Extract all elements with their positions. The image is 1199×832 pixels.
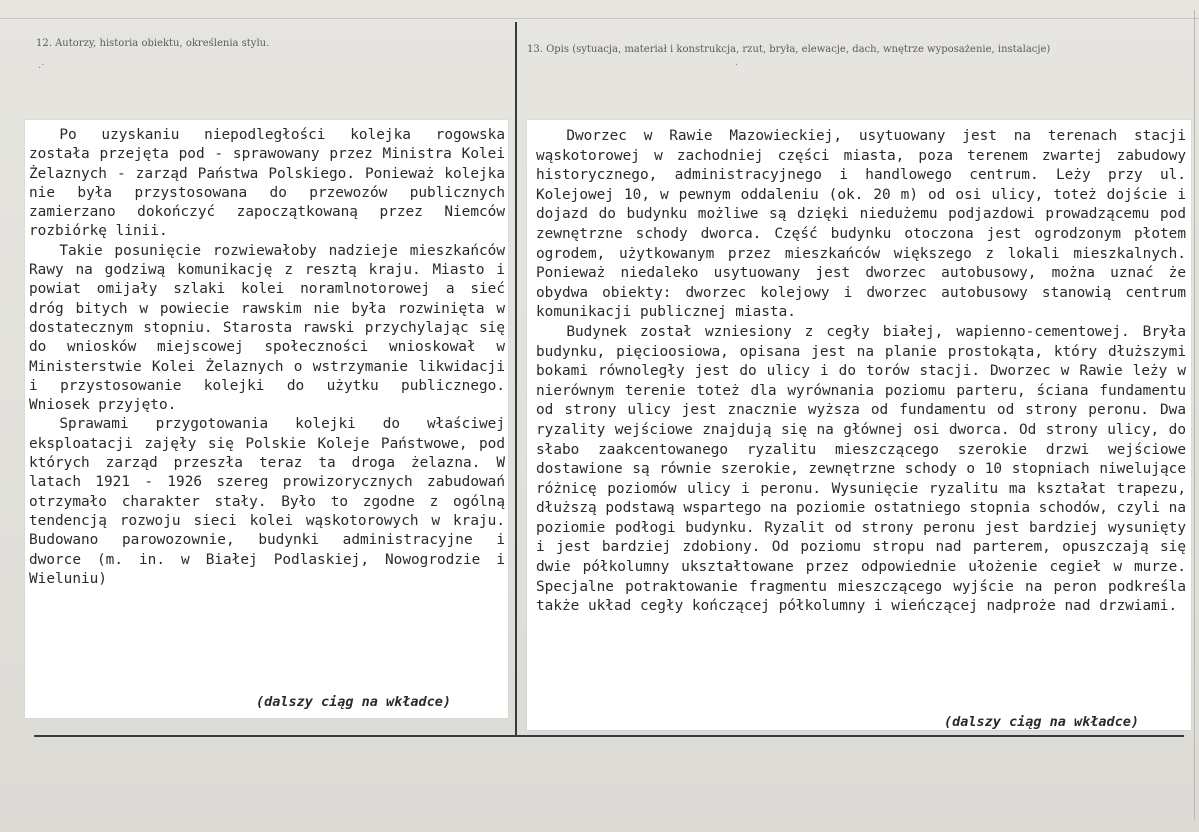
- sheet-right-edge: [1194, 10, 1195, 820]
- paragraph: Takie posunięcie rozwiewałoby nadzieje mieszkańców Rawy na godziwą komunikację z resztą kraju. Miasto i powiat omijały szlaki kolei noramlnotorowej a sieć dróg bitych w powiecie rawskim nie była rozwinięta w dostatecznym stopniu. Starosta rawski przychylając się do wniosków miejscowej społeczności wnioskował w Ministerstwie Kolei Żelaznych o wstrzymanie likwidacji i przystosowanie kolejki do użytku publicznego. Wniosek przyjęto.: [29, 242, 505, 414]
- section-12-header: 12. Autorzy, historia obiektu, określenia stylu.: [36, 38, 270, 49]
- paragraph: Po uzyskaniu niepodległości kolejka rogowska została przejęta pod - sprawowany przez Ministra Kolei Żelaznych - zarząd Państwa Polskiego. Ponieważ kolejka nie była przystosowana do przewozów publicznych zamierzano dokończyć zapoczątkowaną przez Niemców rozbiórkę linii.: [29, 127, 505, 240]
- section-13-header: 13. Opis (sytuacja, materiał i konstrukcja, rzut, bryła, elewacje, dach, wnętrze wyposażenie, instalacje): [527, 44, 1051, 55]
- scan-speck-mark: .·: [38, 60, 45, 71]
- form-bottom-rule: [34, 735, 1184, 737]
- paragraph: Sprawami przygotowania kolejki do właściwej eksploatacji zajęły się Polskie Koleje Państwowe, pod których zarząd przeszła teraz ta droga żelazna. W latach 1921 - 1926 szereg prowizorycznych zabudowań otrzymało charakter stały. Było to zgodne z ogólną tendencją rozwoju sieci kolei wąskotorowych w kraju. Budowano parowozownie, budynki administracyjne i dworce (m. in. w Białej Podlaskiej, Nowogrodzie i Wieluniu): [29, 416, 505, 587]
- paragraph: Dworzec w Rawie Mazowieckiej, usytuowany jest na terenach stacji wąskotorowej w zachodniej części miasta, poza terenem zwartej zabudowy historycznego, administracyjnego i handlowego centrum. Leży przy ul. Kolejowej 10, w pewnym oddaleniu (ok. 20 m) od osi ulicy, toteż dojście i dojazd do budynku możliwe są dzięki niedużemu podjazdowi prowadzącemu pod zewnętrzne schody dworca. Część budynku otoczona jest ogrodzonym płotem ogrodem, użytkowanym przez mieszkańców większego z lokali mieszkalnych. Ponieważ niedaleko usytuowany jest dworzec autobusowy, można uznać że obydwa obiekty: dworzec kolejowy i dworzec autobusowy stanowią centrum komunikacji publicznej miasta.: [536, 128, 1186, 321]
- scan-speck-mark: ·: [735, 60, 739, 71]
- section-13-body: [536, 127, 1186, 617]
- continuation-note-right: (dalszy ciąg na wkładce): [944, 714, 1140, 730]
- paragraph: Budynek został wzniesiony z cegły białej, wapienno-cementowej. Bryła budynku, pięcioosiowa, opisana jest na planie prostokąta, który dłuższymi bokami równoległy jest do ulicy i do torów stacji. Dworzec w Rawie leży w nierównym terenie toteż dla wyrównania poziomu parteru, ściana fundamentu od strony ulicy jest znacznie wyższa od fundamentu od strony peronu. Dwa ryzality wejściowe znajdują się na głównej osi dworca. Od strony ulicy, do słabo zaakcentowanego ryzalitu mieszczącego szerokie drzwi wejściowe dostawione są równie szerokie, zewnętrzne schody o 10 stopniach niwelujące różnicę poziomów ulicy i peronu. Wysunięcie ryzalitu ma kształat trapezu, dłuższą podstawą wspartego na poziomie ostatniego stopnia schodów, czyli na poziomie podłogi budynku. Ryzalit od strony peronu jest bardziej wysunięty i jest bardziej zdobiony. Od poziomu stropu nad parterem, opuszczają się dwie półkolumny ukształtowane przez odpowiednie ułożenie cegieł w murze. Specjalne potraktowanie fragmentu mieszczącego wyjście na peron podkreśla także układ cegły kończącej półkolumny i wieńczącej nadproże nad drzwiami.: [536, 323, 1186, 615]
- column-divider-vertical: [515, 22, 517, 736]
- section-12-body: [29, 126, 505, 589]
- sheet-top-edge: [0, 18, 1199, 19]
- continuation-note-left: (dalszy ciąg na wkładce): [256, 694, 452, 710]
